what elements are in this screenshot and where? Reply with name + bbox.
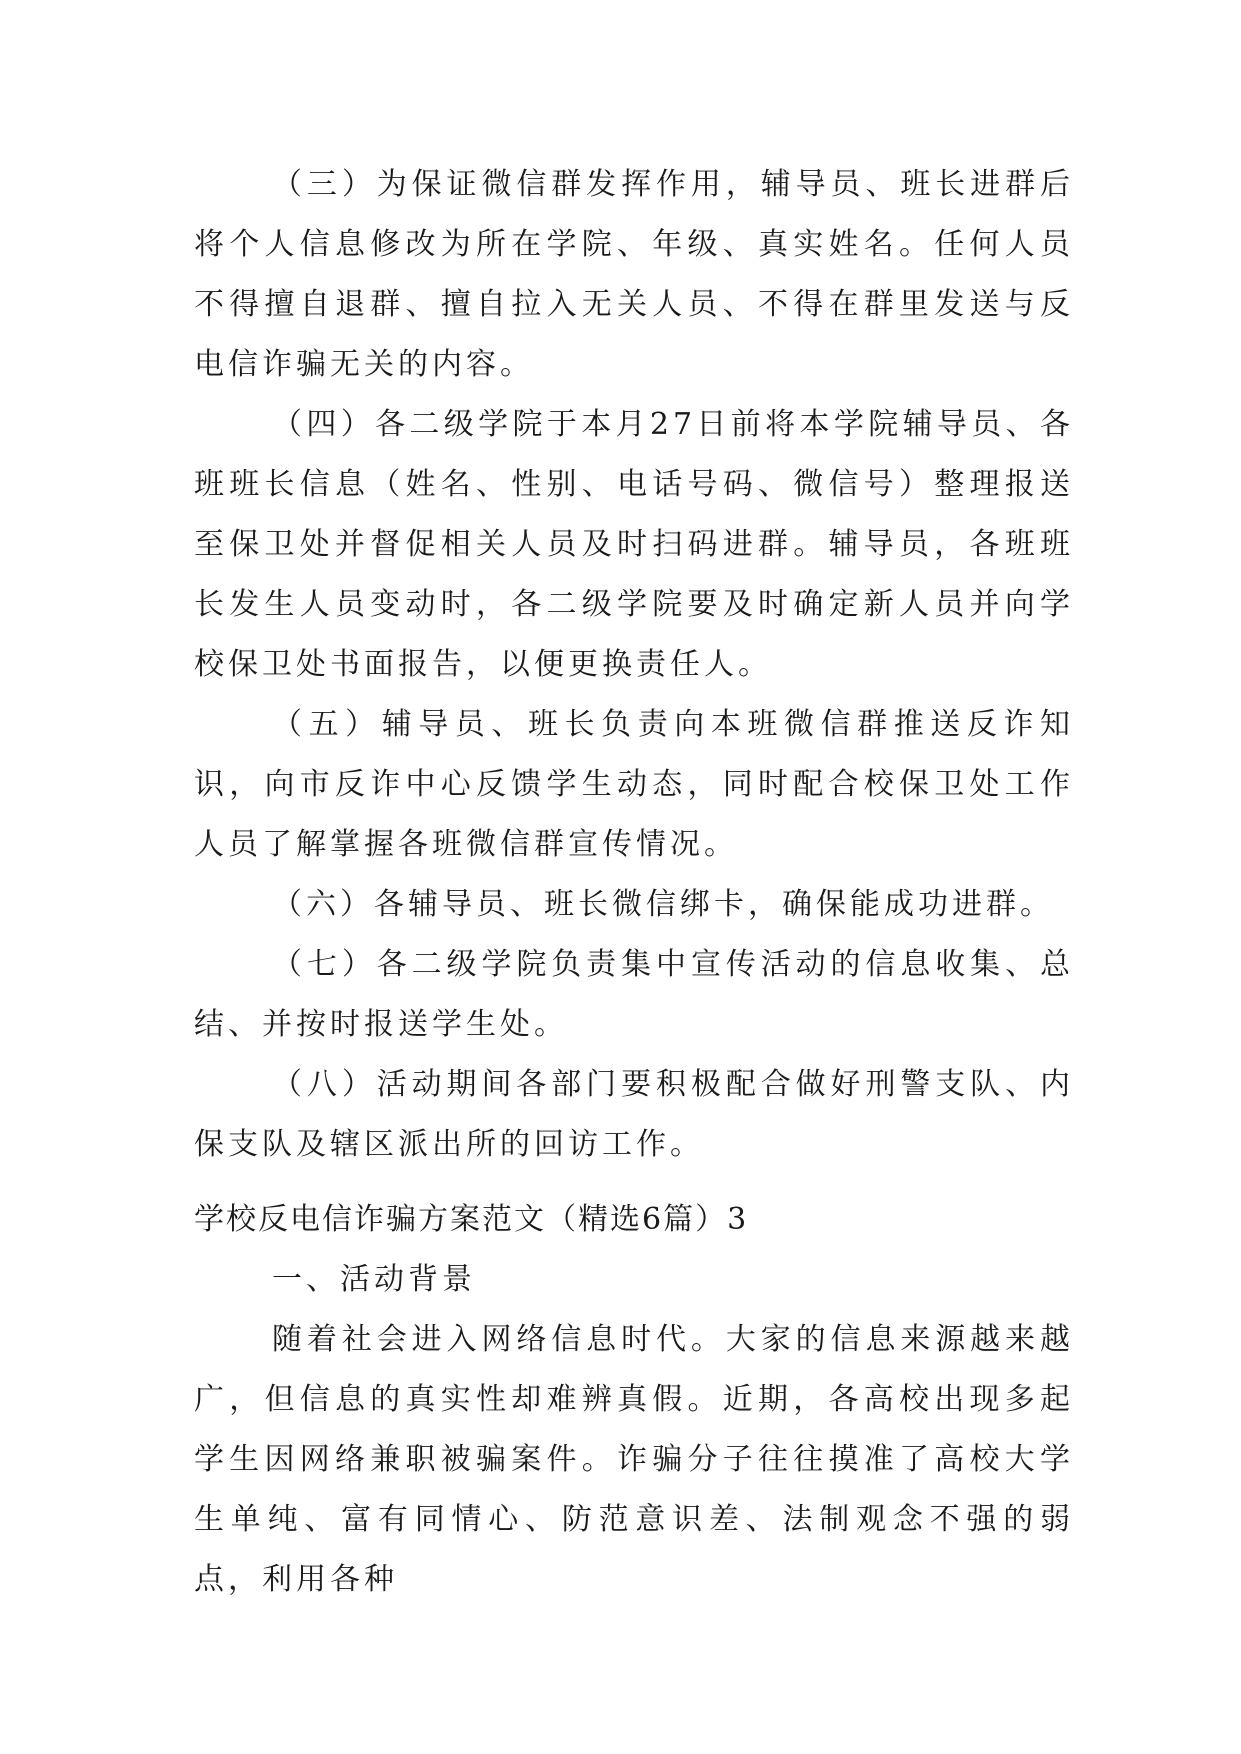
paragraph-6: （六）各辅导员、班长微信绑卡，确保能成功进群。 <box>272 887 1054 922</box>
paragraph-4: （四）各二级学院于本月27日前将本学院辅导员、各班班长信息（姓名、性别、电话号码、微信号）整理报送至保卫处并督促相关人员及时扫码进群。辅导员，各班班长发生人员变动时，各二级学院要及时确定新人员并向学校保卫处书面报告，以便更换责任人。 <box>194 407 1074 682</box>
article-title: 学校反电信诈骗方案范文（精选6篇）3 <box>194 1202 749 1237</box>
paragraphs-section <box>194 155 1074 1175</box>
article-section <box>194 1190 1074 1610</box>
paragraph-7: （七）各二级学院负责集中宣传活动的信息收集、总结、并按时报送学生处。 <box>194 947 1074 1042</box>
section-body: 随着社会进入网络信息时代。大家的信息来源越来越广，但信息的真实性却难辨真假。近期，各高校出现多起学生因网络兼职被骗案件。诈骗分子往往摸准了高校大学生单纯、富有同情心、防范意识差、法制观念不强的弱点，利用各种 <box>194 1322 1074 1597</box>
paragraph-3: （三）为保证微信群发挥作用，辅导员、班长进群后将个人信息修改为所在学院、年级、真实姓名。任何人员不得擅自退群、擅自拉入无关人员、不得在群里发送与反电信诈骗无关的内容。 <box>194 167 1074 382</box>
section-subheading: 一、活动背景 <box>272 1262 476 1297</box>
paragraph-5: （五）辅导员、班长负责向本班微信群推送反诈知识，向市反诈中心反馈学生动态，同时配合校保卫处工作人员了解掌握各班微信群宣传情况。 <box>194 707 1074 862</box>
paragraph-8: （八）活动期间各部门要积极配合做好刑警支队、内保支队及辖区派出所的回访工作。 <box>194 1067 1074 1162</box>
